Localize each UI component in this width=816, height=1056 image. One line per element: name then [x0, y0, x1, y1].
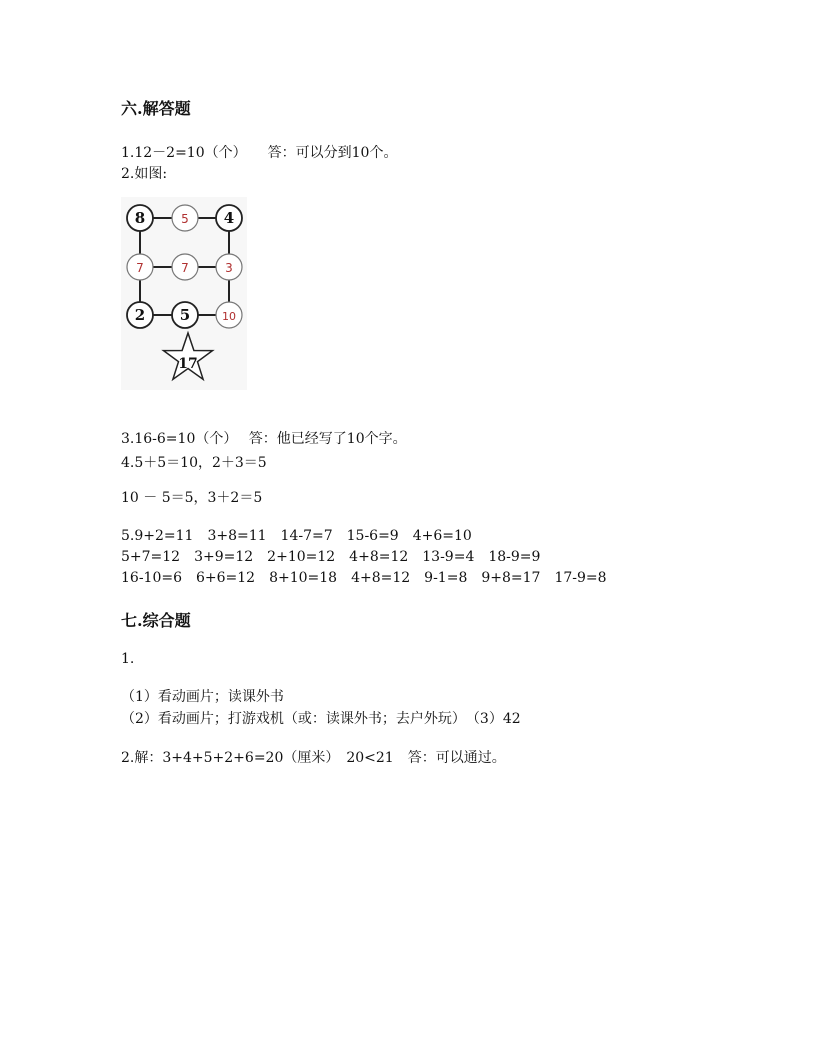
answer-5-row1: 5.9+2=11 3+8=11 14-7=7 15-6=9 4+6=10 — [121, 528, 472, 544]
star-number: 17 — [178, 356, 198, 372]
given-number: 5 — [179, 306, 191, 324]
comprehensive-2: 2.解：3+4+5+2+6=20（厘米） 20<21 答：可以通过。 — [121, 750, 506, 766]
section-seven-title: 七.综合题 — [121, 611, 191, 630]
comprehensive-1-part2: （2）看动画片；打游戏机（或：读课外书；去户外玩） （3）42 — [121, 711, 521, 727]
number-grid-svg — [121, 197, 247, 390]
answer-number: 3 — [225, 261, 233, 275]
given-number: 8 — [134, 209, 146, 227]
given-number: 2 — [134, 306, 146, 324]
answer-number: 7 — [181, 261, 189, 275]
answer-4-line1: 4.5＋5＝10，2＋3＝5 — [121, 455, 267, 471]
answer-5-row2: 5+7=12 3+9=12 2+10=12 4+8=12 13-9=4 18-9=9 — [121, 549, 541, 565]
comprehensive-1-label: 1. — [121, 651, 135, 667]
given-number: 4 — [223, 209, 235, 227]
number-grid-figure — [121, 197, 247, 390]
answer-number: 7 — [136, 261, 144, 275]
answer-1: 1.12－2=10（个） 答：可以分到10个。 — [121, 145, 398, 161]
answer-2-label: 2.如图: — [121, 166, 168, 182]
section-six-title: 六.解答题 — [121, 99, 191, 118]
answer-4-line2: 10 － 5＝5，3＋2＝5 — [121, 490, 263, 506]
answer-number: 10 — [222, 310, 236, 323]
answer-number: 5 — [181, 212, 189, 226]
answer-5-row3: 16-10=6 6+6=12 8+10=18 4+8=12 9-1=8 9+8=17 17-9=8 — [121, 570, 607, 586]
answer-3: 3.16-6=10（个） 答：他已经写了10个字。 — [121, 431, 407, 447]
comprehensive-1-part1: （1）看动画片；读课外书 — [121, 689, 284, 705]
